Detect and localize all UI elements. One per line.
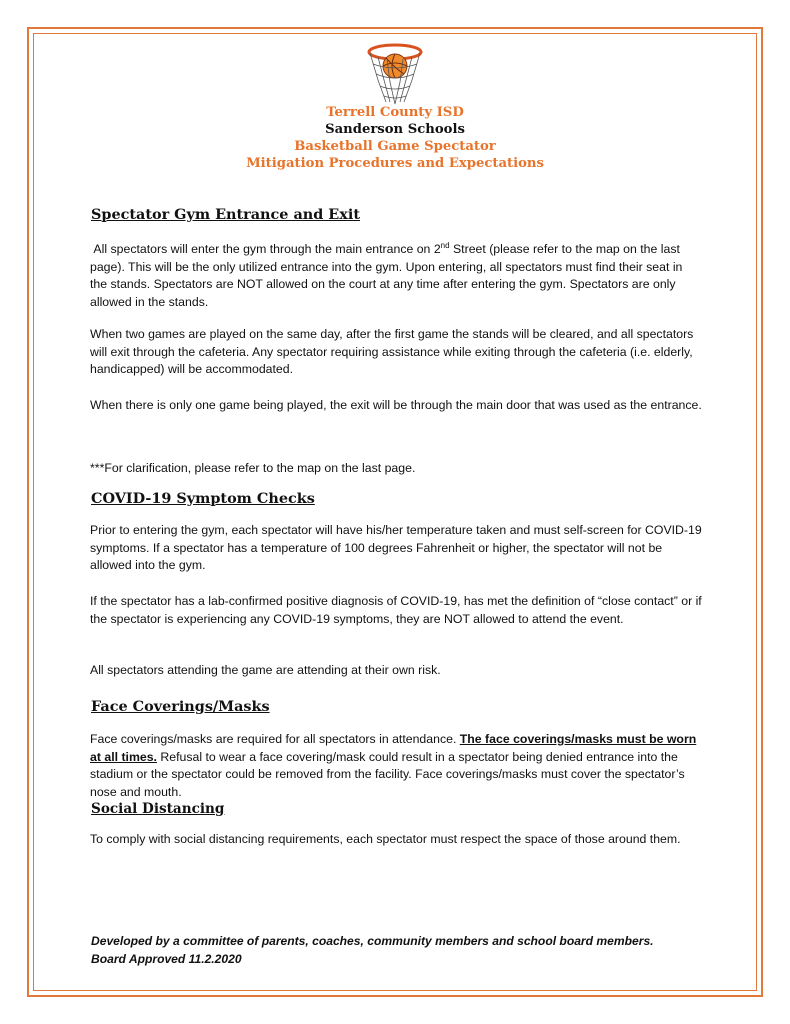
basketball-hoop-icon xyxy=(364,40,426,106)
distancing-paragraph-1: To comply with social distancing requirements, each spectator must respect the space of those around them. xyxy=(90,832,681,846)
document-title: Basketball Game Spectator xyxy=(294,139,496,154)
entrance-p1-text: All spectators will enter the gym through the main entrance on 2 xyxy=(93,242,441,257)
entrance-paragraph-3: When there is only one game being played, the exit will be through the main door that was used as the entrance. xyxy=(90,398,702,412)
section-title-distancing: Social Distancing xyxy=(91,801,225,817)
entrance-paragraph-4: ***For clarification, please refer to the map on the last page. xyxy=(90,461,416,475)
document-subtitle: Mitigation Procedures and Expectations xyxy=(246,156,544,171)
section-title-covid: COVID-19 Symptom Checks xyxy=(91,490,315,507)
masks-p1-text-2: Refusal to wear a face covering/mask could result in a spectator being denied entrance into the stadium or the spectator could be removed from the facility. Face coverings/masks must cover the spectator’s nose and mouth. xyxy=(90,749,685,799)
entrance-p1-sup: nd xyxy=(440,241,450,250)
section-title-masks: Face Coverings/Masks xyxy=(91,698,270,715)
entrance-p1-text-2: Street (please refer to the map on the last page). This will be the only utilized entrance into the gym. Upon entering, all spectators must find their seat in the stands. Spectators are NOT allowed on the court at any time after entering the gym. Spectators are only allowed in the stands. xyxy=(90,242,683,309)
masks-emphasis: The face coverings/masks must be worn at all times. xyxy=(90,732,697,764)
entrance-paragraph-2: When two games are played on the same day, after the first game the stands will be cleared, and all spectators will exit through the cafeteria. Any spectator requiring assistance while exiting through the cafeteria (i.e. elderly, handicapped) will be accommodated. xyxy=(90,327,694,377)
masks-paragraph-1 xyxy=(90,731,702,801)
entrance-paragraph-1 xyxy=(90,237,702,311)
covid-paragraph-3: All spectators attending the game are attending at their own risk. xyxy=(90,663,441,677)
footer-committee: Developed by a committee of parents, coaches, community members and school board members. xyxy=(91,934,654,948)
footer-approval: Board Approved 11.2.2020 xyxy=(91,952,242,966)
covid-paragraph-2: If the spectator has a lab-confirmed positive diagnosis of COVID-19, has met the definition of “close contact” or if the spectator is experiencing any COVID-19 symptoms, they are NOT allowed to attend the event. xyxy=(90,594,702,626)
masks-p1-text: Face coverings/masks are required for all spectators in attendance. xyxy=(90,732,460,746)
document-header xyxy=(0,104,790,172)
district-name: Terrell County ISD xyxy=(326,105,464,120)
footer xyxy=(91,932,711,968)
covid-paragraph-1: Prior to entering the gym, each spectator will have his/her temperature taken and must self-screen for COVID-19 symptoms. If a spectator has a temperature of 100 degrees Fahrenheit or higher, the spectator will not be allowed into the gym. xyxy=(90,523,702,573)
school-name: Sanderson Schools xyxy=(325,122,465,137)
section-title-entrance: Spectator Gym Entrance and Exit xyxy=(91,206,360,223)
